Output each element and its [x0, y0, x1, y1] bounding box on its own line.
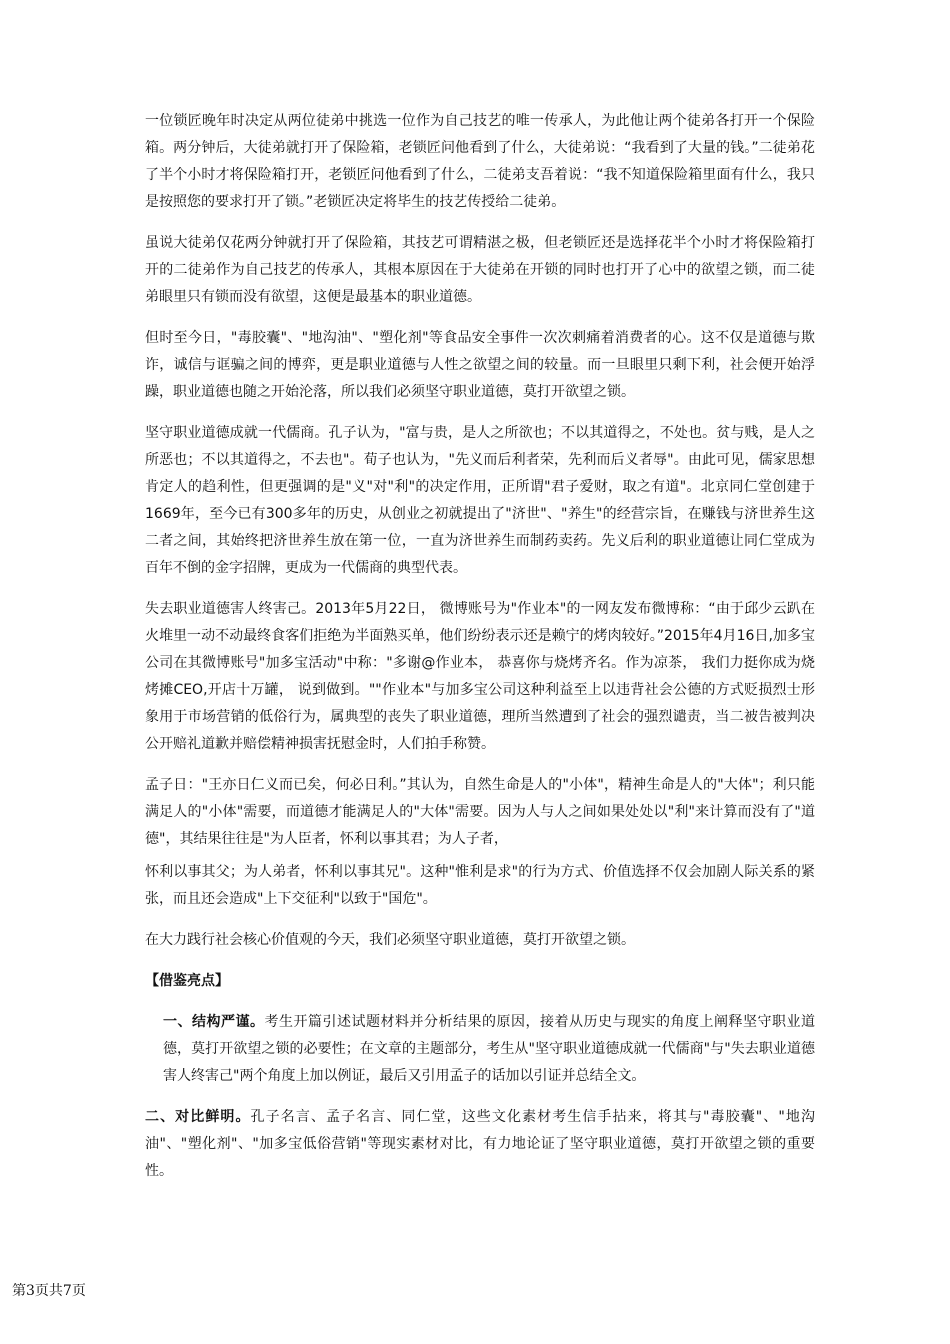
- paragraph-2: 虽说大徒弟仅花两分钟就打开了保险箱，其技艺可谓精湛之极，但老锁匠还是选择花半个小时才将保险箱打开的二徒弟作为自己技艺的传承人，其根本原因在于大徒弟在开锁的同时也打开了心中的欲望之锁，而二徒弟眼里只有锁而没有欲望，这便是最基本的职业道德。: [145, 235, 815, 305]
- highlight-2: [145, 1104, 815, 1185]
- highlights-title: 【借鉴亮点】: [145, 973, 229, 989]
- paragraph-4: 坚守职业道德成就一代儒商。孔子认为，"富与贵，是人之所欲也；不以其道得之，不处也。贫与贱，是人之所恶也；不以其道得之，不去也"。荀子也认为，"先义而后利者荣，先利而后义者辱"。由此可见，儒家思想肯定人的趋利性，但更强调的是"义"对"利"的决定作用，正所谓"君子爱财，取之有道"。北京同仁堂创建于1669年，至今已有300多年的历史，从创业之初就提出了"济世"、"养生"的经营宗旨，在赚钱与济世养生这二者之间，其始终把济世养生放在第一位，一直为济世养生而制药卖药。先义后利的职业道德让同仁堂成为百年不倒的金字招牌，更成为一代儒商的典型代表。: [145, 425, 815, 576]
- paragraph-8: 在大力践行社会核心价值观的今天，我们必须坚守职业道德，莫打开欲望之锁。: [145, 932, 635, 948]
- page-number: 第3页共7页: [12, 1283, 86, 1299]
- highlight-1-heading: 一、结构严谨。: [163, 1014, 265, 1030]
- document-body: [145, 108, 815, 1199]
- highlight-1-text: 考生开篇引述试题材料并分析结果的原因，接着从历史与现实的角度上阐释坚守职业道德，莫打开欲望之锁的必要性；在文章的主题部分，考生从"坚守职业道德成就一代儒商"与"失去职业道德害人终害己"两个角度上加以例证，最后又引用孟子的话加以引证并总结全文。: [163, 1014, 815, 1084]
- highlight-2-text: 孔子名言、孟子名言、同仁堂，这些文化素材考生信手拈来，将其与"毒胶囊"、"地沟油"、"塑化剂"、"加多宝低俗营销"等现实素材对比，有力地论证了坚守职业道德，莫打开欲望之锁的重要性。: [145, 1109, 815, 1179]
- paragraph-7: 怀利以事其父；为人弟者，怀利以事其兄"。这种"惟利是求"的行为方式、价值选择不仅会加剧人际关系的紧张，而且还会造成"上下交征利"以致于"国危"。: [145, 864, 815, 907]
- highlight-2-heading: 二、对比鲜明。: [145, 1109, 251, 1125]
- paragraph-1: 一位锁匠晚年时决定从两位徒弟中挑选一位作为自己技艺的唯一传承人，为此他让两个徒弟各打开一个保险箱。两分钟后，大徒弟就打开了保险箱，老锁匠问他看到了什么，大徒弟说：“我看到了大量的钱。”二徒弟花了半个小时才将保险箱打开，老锁匠问他看到了什么，二徒弟支吾着说：“我不知道保险箱里面有什么，我只是按照您的要求打开了锁。”老锁匠决定将毕生的技艺传授给二徒弟。: [145, 113, 815, 210]
- paragraph-6: 孟子日："王亦日仁义而已矣，何必日利。”其认为，自然生命是人的"小体"，精神生命是人的"大体"；利只能满足人的"小体"需要，而道德才能满足人的"大体"需要。因为人与人之间如果处处以"利"来计算而没有了"道德"，其结果往往是"为人臣者，怀利以事其君；为人子者，: [145, 777, 815, 847]
- paragraph-5: 失去职业道德害人终害己。2013年5月22日， 微博账号为"作业本"的一网友发布微博称：“由于邱少云趴在火堆里一动不动最终食客们拒绝为半面熟买单，他们纷纷表示还是赖宁的烤肉较好。”2015年4月16日,加多宝公司在其微博账号"加多宝活动"中称："多谢@作业本， 恭喜你与烧烤齐名。作为凉茶， 我们力挺你成为烧烤摊CEO,开店十万罐， 说到做到。""作业本"与加多宝公司这种利益至上以违背社会公德的方式贬损烈士形象用于市场营销的低俗行为，属典型的丧失了职业道德，理所当然遭到了社会的强烈谴责，当二被告被判决公开赔礼道歉并赔偿精神损害抚慰金时，人们拍手称赞。: [145, 601, 815, 752]
- paragraph-3: 但时至今日，"毒胶囊"、"地沟油"、"塑化剂"等食品安全事件一次次刺痛着消费者的心。这不仅是道德与欺诈，诚信与诓骗之间的博弈，更是职业道德与人性之欲望之间的较量。而一旦眼里只剩下利，社会便开始浮躁，职业道德也随之开始沦落，所以我们必须坚守职业道德，莫打开欲望之锁。: [145, 330, 815, 400]
- highlight-1: [145, 1009, 815, 1090]
